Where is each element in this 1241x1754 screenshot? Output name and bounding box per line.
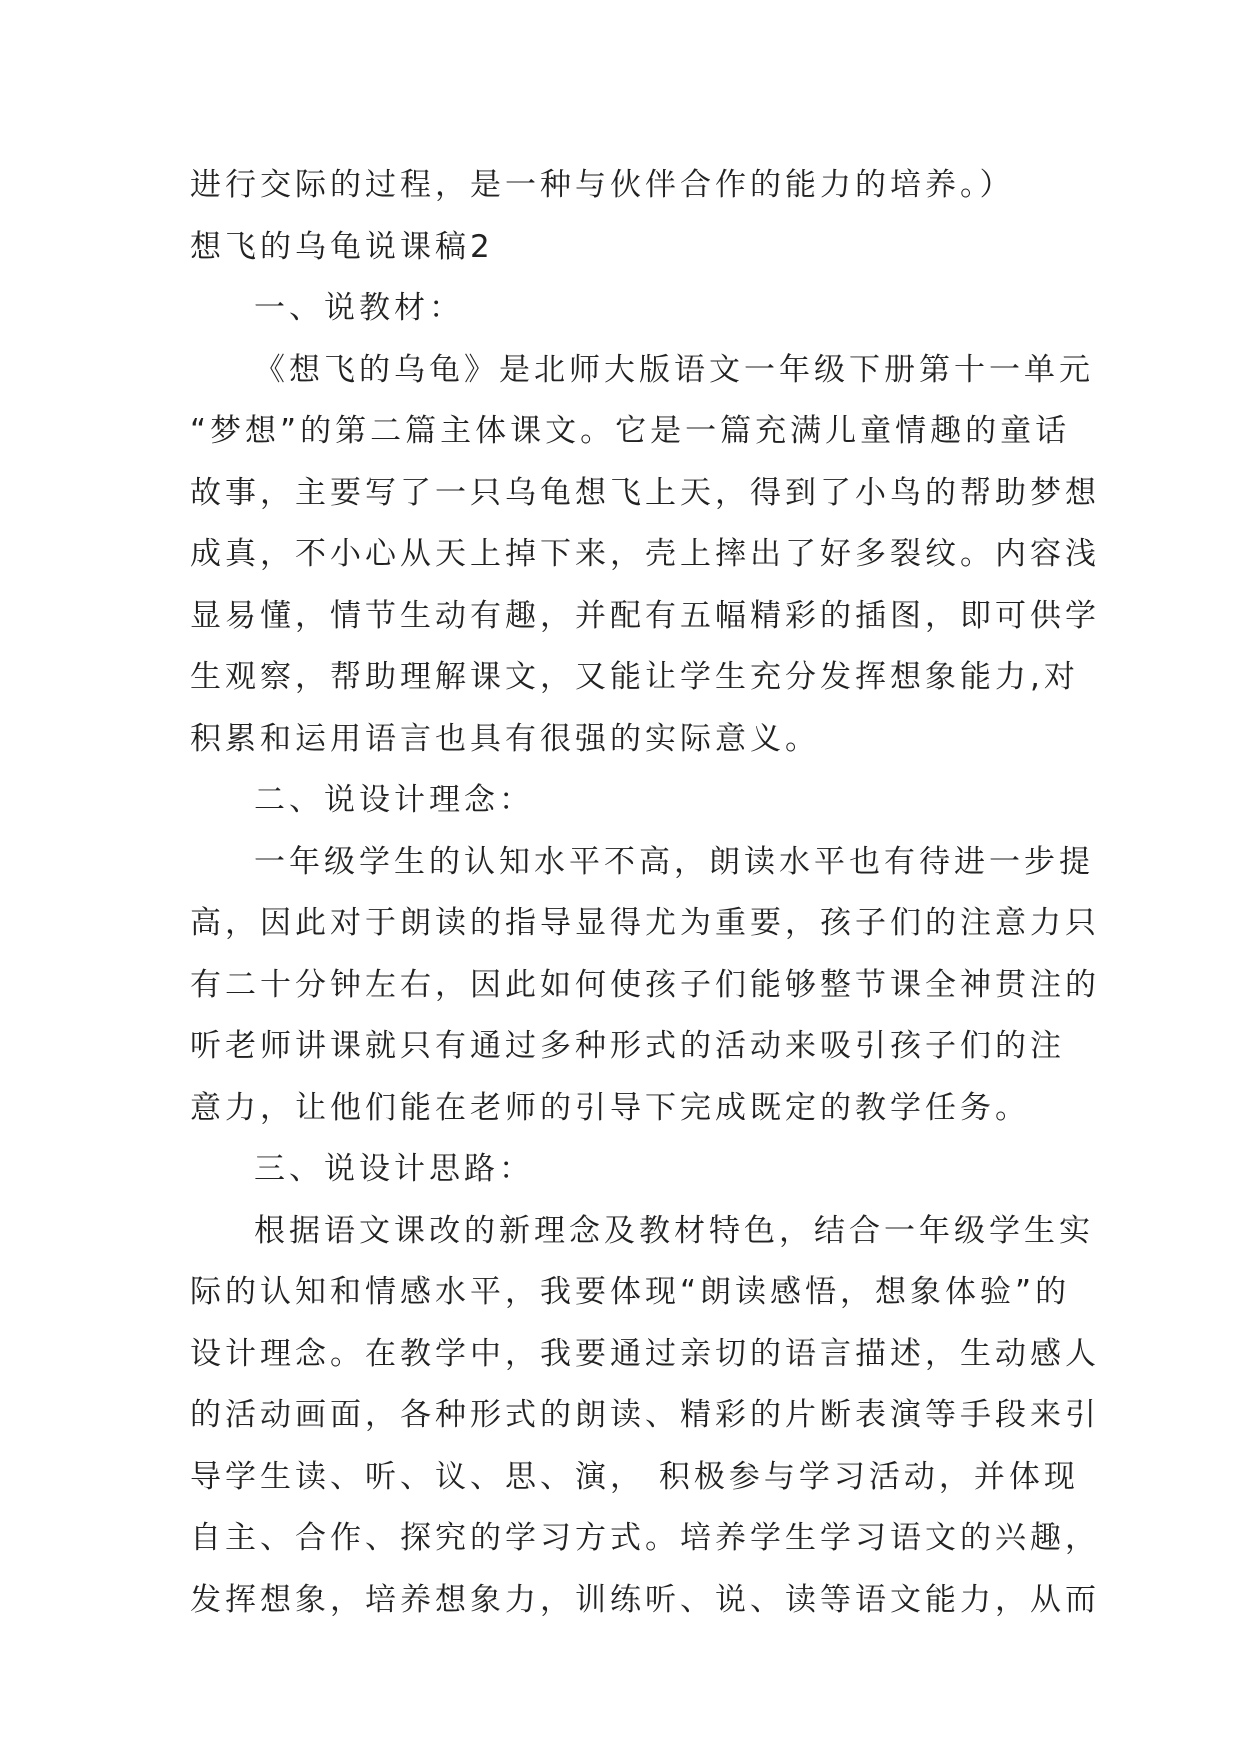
text-line: 根据语文课改的新理念及教材特色，结合一年级学生实 xyxy=(254,1212,1094,1249)
text-line: 设计理念。在教学中，我要通过亲切的语言描述，生动感人 xyxy=(190,1335,1100,1372)
text-line: 显易懂，情节生动有趣，并配有五幅精彩的插图，即可供学 xyxy=(190,597,1100,634)
text-line: 生观察，帮助理解课文，又能让学生充分发挥想象能力,对 xyxy=(190,659,1079,695)
heading-textbook: 一、说教材： xyxy=(254,290,464,326)
text-line: 听老师讲课就只有通过多种形式的活动来吸引孩子们的注 xyxy=(190,1028,1065,1064)
heading-design-idea: 三、说设计思路： xyxy=(254,1151,534,1187)
text-line: 导学生读、听、议、思、演， 积极参与学习活动，并体现 xyxy=(190,1458,1079,1495)
section-title: 想飞的乌龟说课稿2 xyxy=(190,228,494,265)
text-line: 故事，主要写了一只乌龟想飞上天，得到了小鸟的帮助梦想 xyxy=(190,474,1100,511)
text-line: 意力，让他们能在老师的引导下完成既定的教学任务。 xyxy=(190,1089,1030,1126)
text-line: “梦想”的第二篇主体课文。它是一篇充满儿童情趣的童话 xyxy=(190,413,1071,449)
text-line: 一年级学生的认知水平不高，朗读水平也有待进一步提 xyxy=(254,843,1094,880)
text-line: 进行交际的过程，是一种与伙伴合作的能力的培养。） xyxy=(190,167,1015,203)
text-line: 成真，不小心从天上掉下来，壳上摔出了好多裂纹。内容浅 xyxy=(190,536,1100,572)
text-line: 高，因此对于朗读的指导显得尤为重要，孩子们的注意力只 xyxy=(190,905,1100,941)
text-line: 际的认知和情感水平，我要体现“朗读感悟，想象体验”的 xyxy=(190,1274,1071,1310)
text-line: 《想飞的乌龟》是北师大版语文一年级下册第十一单元 xyxy=(254,351,1094,388)
text-line: 自主、合作、探究的学习方式。培养学生学习语文的兴趣， xyxy=(190,1520,1100,1556)
text-line: 有二十分钟左右，因此如何使孩子们能够整节课全神贯注的 xyxy=(190,966,1100,1003)
text-line: 发挥想象，培养想象力，训练听、说、读等语文能力，从而 xyxy=(190,1581,1100,1618)
text-line: 积累和运用语言也具有很强的实际意义。 xyxy=(190,720,820,757)
document-body xyxy=(190,155,1100,1631)
text-line: 的活动画面，各种形式的朗读、精彩的片断表演等手段来引 xyxy=(190,1397,1100,1433)
heading-design-concept: 二、说设计理念： xyxy=(254,782,534,818)
